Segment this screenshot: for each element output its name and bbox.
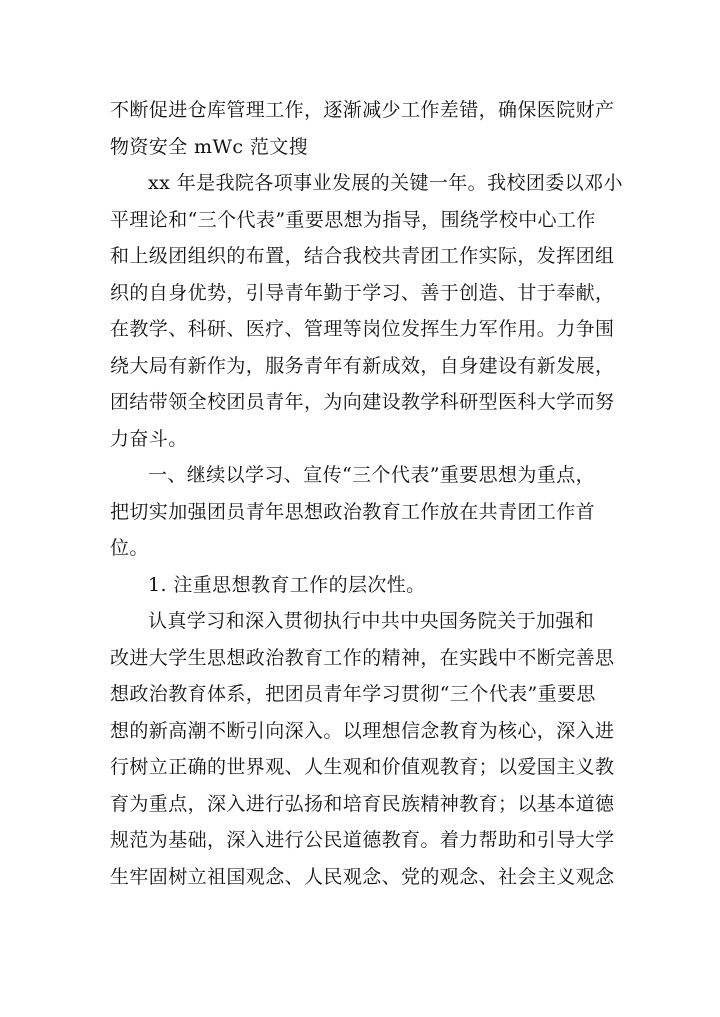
text-line: 育为重点，深入进行弘扬和培育民族精神教育；以基本道德 — [110, 792, 615, 815]
paragraph-start-line: 认真学习和深入贯彻执行中共中央国务院关于加强和 — [148, 610, 595, 632]
subheading-line: 1. 注重思想教育工作的层次性。 — [148, 573, 426, 596]
text-line: 想政治教育体系，把团员青年学习贯彻“三个代表”重要思 — [110, 683, 596, 705]
text-line: 和上级团组织的布置，结合我校共青团工作实际，发挥团组 — [110, 245, 615, 267]
paragraph-start-line: xx 年是我院各项事业发展的关键一年。我校团委以邓小 — [148, 172, 623, 194]
text-line: 团结带领全校团员青年，为向建设教学科研型医科大学而努 — [110, 391, 615, 413]
text-line: 在教学、科研、医疗、管理等岗位发挥生力军作用。力争围 — [110, 318, 615, 340]
document-body — [110, 92, 623, 895]
section-heading-line: 一、继续以学习、宣传“三个代表”重要思想为重点， — [148, 464, 596, 486]
text-line: 不断促进仓库管理工作，逐渐减少工作差错，确保医院财产 — [110, 99, 615, 121]
text-line: 织的自身优势，引导青年勤于学习、善于创造、甘于奉献， — [110, 281, 615, 304]
text-line: 物资安全 mWc 范文搜 — [110, 135, 309, 158]
text-line: 平理论和“三个代表”重要思想为指导，围绕学校中心工作 — [110, 208, 596, 231]
text-line: 生牢固树立祖国观念、人民观念、党的观念、社会主义观念 — [110, 865, 615, 888]
text-line: 行树立正确的世界观、人生观和价值观教育；以爱国主义教 — [110, 756, 615, 778]
text-line: 绕大局有新作为，服务青年有新成效，自身建设有新发展， — [110, 354, 615, 377]
text-line: 想的新高潮不断引向深入。以理想信念教育为核心，深入进 — [110, 719, 615, 742]
text-line: 规范为基础，深入进行公民道德教育。着力帮助和引导大学 — [110, 829, 615, 851]
text-line: 把切实加强团员青年思想政治教育工作放在共青团工作首 — [110, 500, 596, 523]
text-line: 改进大学生思想政治教育工作的精神，在实践中不断完善思 — [110, 646, 615, 669]
text-line: 力奋斗。 — [110, 427, 188, 450]
text-line: 位。 — [110, 537, 149, 559]
